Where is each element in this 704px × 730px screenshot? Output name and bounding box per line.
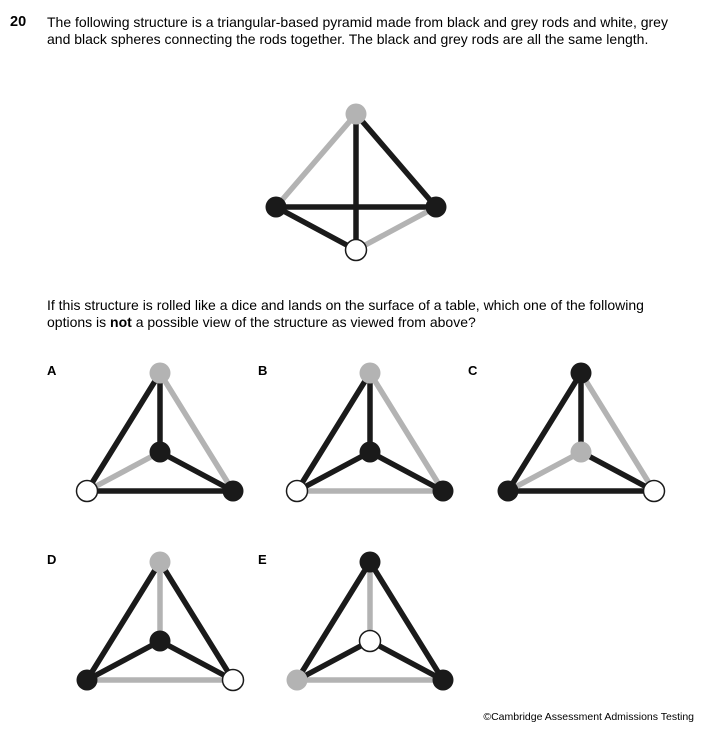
option-a-figure[interactable] xyxy=(77,363,244,502)
sphere-center xyxy=(571,442,592,463)
sphere-top xyxy=(360,552,381,573)
sphere-bottom xyxy=(346,240,367,261)
option-b-figure[interactable] xyxy=(287,363,454,502)
sphere-center xyxy=(360,442,381,463)
sphere-left xyxy=(498,481,519,502)
rod-top-right xyxy=(356,114,436,207)
option-letter-d[interactable]: D xyxy=(47,552,57,567)
sphere-right xyxy=(433,481,454,502)
sphere-right xyxy=(644,481,665,502)
sphere-top xyxy=(150,552,171,573)
question-prompt-text: If this structure is rolled like a dice and lands on the surface of a table, which one of the following options is xyxy=(47,297,644,330)
option-letter-c[interactable]: C xyxy=(468,363,478,378)
option-letter-a[interactable]: A xyxy=(47,363,57,378)
option-c-figure[interactable] xyxy=(498,363,665,502)
option-e-figure[interactable] xyxy=(287,552,454,691)
sphere-center xyxy=(150,442,171,463)
rod-left-bottom xyxy=(276,207,356,250)
sphere-left xyxy=(266,197,287,218)
sphere-top xyxy=(346,104,367,125)
sphere-top xyxy=(571,363,592,384)
question-intro-text: The following structure is a triangular-based pyramid made from black and grey rods and white, grey and black spheres connecting the rods together. The black and grey rods are all the same length. xyxy=(47,14,668,47)
sphere-left xyxy=(287,670,308,691)
sphere-left xyxy=(77,481,98,502)
question-prompt-emphasis: not xyxy=(110,314,132,330)
sphere-left xyxy=(77,670,98,691)
sphere-center xyxy=(150,631,171,652)
sphere-top xyxy=(360,363,381,384)
sphere-right xyxy=(426,197,447,218)
sphere-right xyxy=(223,670,244,691)
sphere-right xyxy=(433,670,454,691)
main-pyramid-figure xyxy=(266,104,447,261)
rod-top-left xyxy=(276,114,356,207)
option-d-figure[interactable] xyxy=(77,552,244,691)
sphere-left xyxy=(287,481,308,502)
question-prompt-text-end: a possible view of the structure as viewed from above? xyxy=(131,314,476,330)
option-letter-e[interactable]: E xyxy=(258,552,267,567)
sphere-right xyxy=(223,481,244,502)
question-number: 20 xyxy=(10,14,27,30)
sphere-center xyxy=(360,631,381,652)
sphere-top xyxy=(150,363,171,384)
copyright-credit: ©Cambridge Assessment Admissions Testing xyxy=(483,711,694,723)
option-letter-b[interactable]: B xyxy=(258,363,268,378)
rod-right-bottom xyxy=(356,207,436,250)
